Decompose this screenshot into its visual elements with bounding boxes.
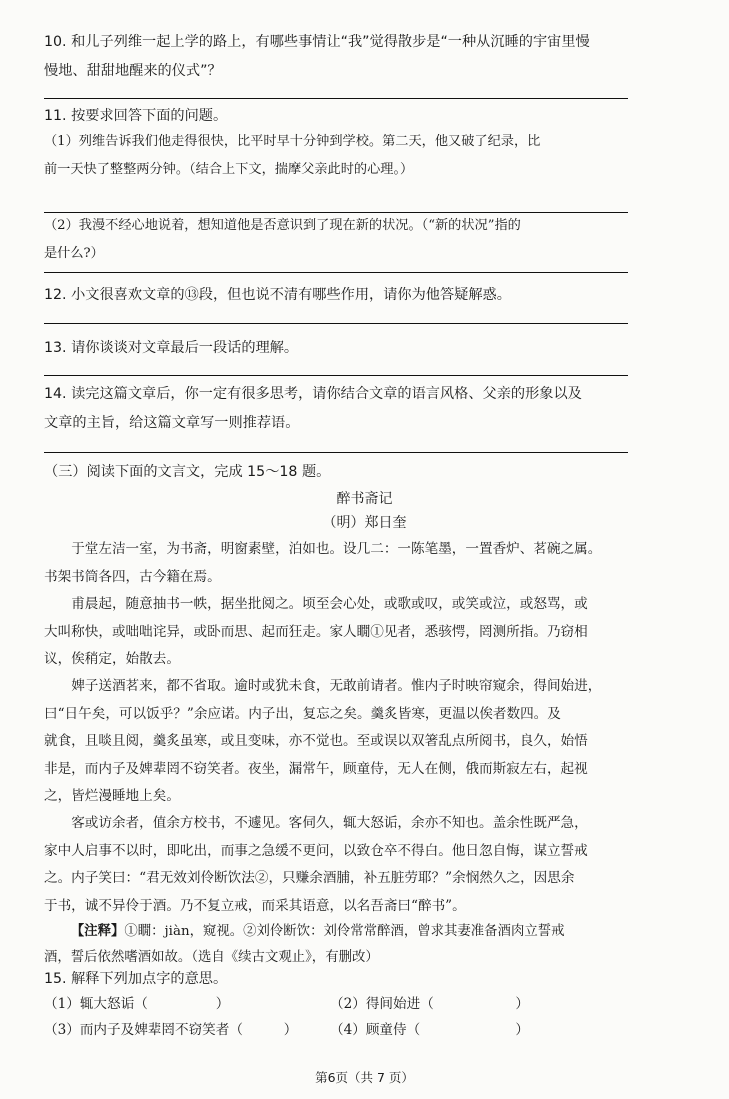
answer-line bbox=[44, 98, 628, 99]
passage-paragraph-1: 于堂左洁一室，为书斋，明窗素壁，泊如也。设几二：一陈笔墨，一置香炉、茗碗之属。 书架书筒各四，古今籍在焉。 bbox=[44, 541, 602, 585]
answer-line bbox=[44, 323, 628, 324]
passage-title: 醉书斋记 bbox=[336, 491, 393, 507]
passage-notes bbox=[44, 918, 640, 971]
question-15-item-1: （1）辄大怒诟（ ） bbox=[44, 996, 230, 1012]
question-15-item-2: （2）得间始进（ ） bbox=[330, 996, 529, 1012]
page-footer: 第6页（共 7 页） bbox=[315, 1070, 414, 1085]
note-line-1: ①瞯：jiàn，窥视。②刘伶断饮：刘伶常常醉酒，曾求其妻准备酒肉立誓戒 bbox=[124, 924, 565, 939]
question-11-part-1-line-1: （1）列维告诉我们他走得很快，比平时早十分钟到学校。第二天，他又破了纪录，比 bbox=[44, 134, 541, 149]
answer-line bbox=[44, 272, 628, 273]
question-15-item-4: （4）顾童侍（ ） bbox=[330, 1022, 529, 1038]
question-11-part-1-line-2: 前一天快了整整两分钟。（结合上下文，揣摩父亲此时的心理。） bbox=[44, 162, 414, 177]
answer-line bbox=[44, 452, 628, 453]
passage-author: （明）郑日奎 bbox=[322, 515, 407, 531]
question-11-part-1 bbox=[44, 128, 644, 184]
question-10 bbox=[44, 28, 644, 86]
passage-paragraph-4: 客或访余者，值余方校书，不遽见。客伺久，辄大怒诟，余亦不知也。盖余性既严急， 家中人启事不以时，即叱出，而事之急缓不更问，以致仓卒不得白。他日忽自悔，谋立誓戒 之。内子笑曰：“君无效刘伶断饮法②，只赚余酒脯，补五脏劳耶？”余悯然久之，因思余 于书，诚不异伶于酒。乃不复立戒，而采其语意，以名吾斋曰“醉书”。 bbox=[44, 815, 588, 914]
question-11-title: 11. 按要求回答下面的问题。 bbox=[44, 108, 228, 124]
question-15-title: 15. 解释下列加点字的意思。 bbox=[44, 971, 228, 987]
note-line-2: 酒，誓后依然嗜酒如故。（选自《续古文观止》，有删改） bbox=[44, 950, 379, 965]
question-10-line-1: 10. 和儿子列维一起上学的路上，有哪些事情让“我”觉得散步是“一种从沉睡的宇宙里慢 bbox=[44, 34, 590, 50]
question-13: 13. 请你谈谈对文章最后一段话的理解。 bbox=[44, 340, 299, 356]
question-14-line-2: 文章的主旨，给这篇文章写一则推荐语。 bbox=[44, 415, 300, 431]
question-11-part-2-line-2: 是什么?） bbox=[44, 246, 104, 261]
question-11-part-2 bbox=[44, 212, 644, 268]
question-10-line-2: 慢地、甜甜地醒来的仪式”？ bbox=[44, 63, 222, 79]
question-12: 12. 小文很喜欢文章的⑬段，但也说不清有哪些作用，请你为他答疑解惑。 bbox=[44, 287, 511, 303]
note-label: 【注释】 bbox=[70, 923, 125, 939]
question-14-line-1: 14. 读完这篇文章后，你一定有很多思考，请你结合文章的语言风格、父亲的形象以及 bbox=[44, 386, 582, 402]
question-11-part-2-line-1: （2）我漫不经心地说着，想知道他是否意识到了现在新的状况。（“新的状况”指的 bbox=[44, 218, 521, 233]
section-3-heading: （三）阅读下面的文言文，完成 15～18 题。 bbox=[44, 464, 331, 480]
passage-paragraph-2: 甫晨起，随意抽书一帙，据坐批阅之。顷至会心处，或歌或叹，或笑或泣，或怒骂，或 大叫称快，或咄咄诧异，或卧而思、起而狂走。家人瞯①见者，悉骇愕，罔测所指。乃窃相 议，俟稍定，始散去。 bbox=[44, 596, 588, 667]
question-15-item-3: （3）而内子及婢辈罔不窃笑者（ ） bbox=[44, 1022, 298, 1038]
passage-paragraph-3: 婢子送酒茗来，都不省取。逾时或犹未食，无敢前请者。惟内子时映帘窥余，得间始进， 曰“日午矣，可以饭乎？”余应诺。内子出，复忘之矣。羹炙皆寒，更温以俟者数四。及 就食，且啖且阅，羹炙虽寒，或且变味，亦不觉也。至或误以双箸乱点所阅书，良久，始悟 非是，而内子及婢辈罔不窃笑者。夜坐，漏常午，顾童侍，无人在侧，俄而斯寂左右，起视 之，皆烂漫睡地上矣。 bbox=[44, 678, 602, 804]
answer-line bbox=[44, 375, 628, 376]
question-14 bbox=[44, 380, 644, 438]
